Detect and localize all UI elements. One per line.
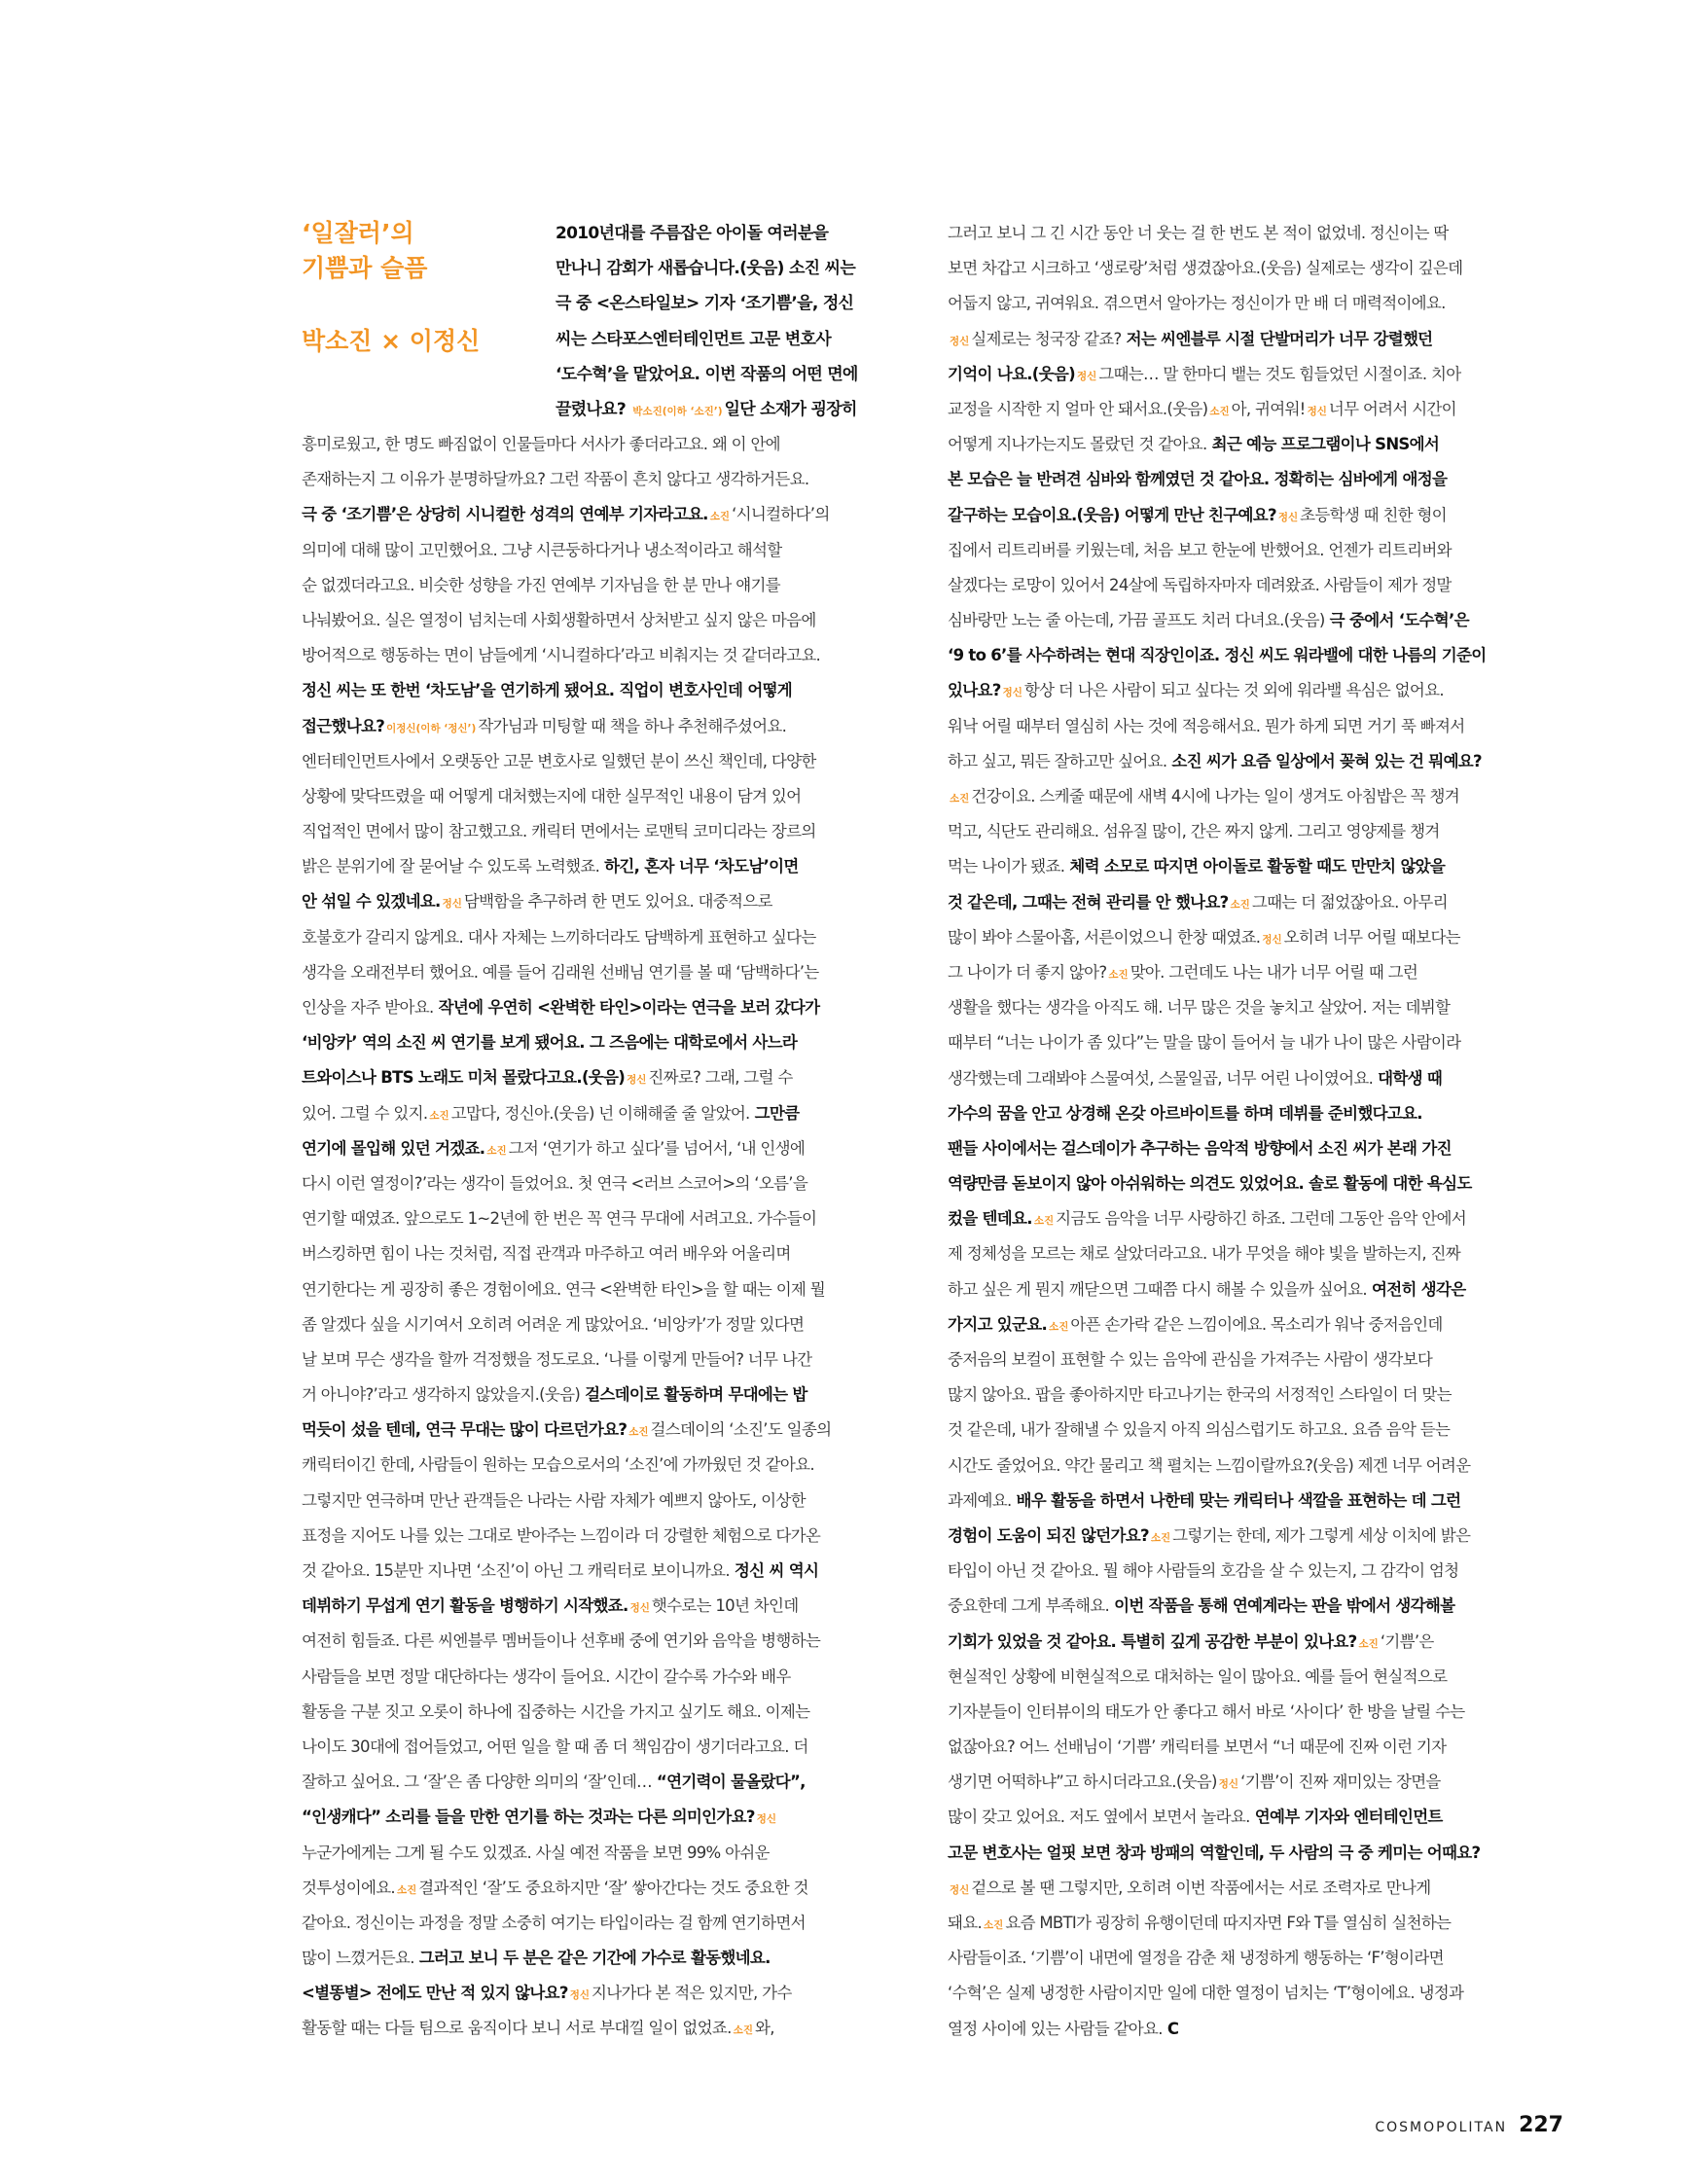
answer-text: 사람들이죠. ‘기쁨’이 내면에 열정을 감춘 채 냉정하게 행동하는 ‘F’형이라면 (948, 1949, 1444, 1968)
text-line (948, 1765, 1563, 1800)
answer-text: 날 보며 무슨 생각을 할까 걱정했을 정도로요. ‘나를 이렇게 만들어? 너무 나간 (302, 1349, 812, 1369)
question-text: 트와이스나 BTS 노래도 미처 몰랐다고요.(웃음) (302, 1068, 626, 1088)
question-text: 경험이 도움이 되진 않던가요? (948, 1525, 1149, 1545)
answer-text: 하고 싶은 게 뭔지 깨닫으면 그때쯤 다시 해볼 수 있을까 싶어요. (948, 1279, 1367, 1299)
text-line (948, 568, 1563, 603)
question-text: 여전히 생각은 (1366, 1279, 1466, 1299)
speaker-tag: 소진 (733, 2024, 753, 2037)
answer-text: 현실적인 상황에 비현실적으로 대처하는 일이 많아요. 예를 들어 현실적으로 (948, 1666, 1448, 1686)
question-text: 작년에 우연히 <완벽한 타인>이라는 연극을 보러 갔다가 (433, 998, 820, 1017)
answer-text: 캐릭터이긴 한데, 사람들이 원하는 모습으로서의 ‘소진’에 가까웠던 것 같아요. (302, 1455, 814, 1475)
text-line (302, 884, 908, 919)
speaker-tag: 소진 (1209, 405, 1230, 417)
text-line (948, 1131, 1563, 1166)
text-line (948, 1272, 1563, 1307)
text-line (948, 1730, 1563, 1765)
answer-text: 그 나이가 더 좋지 않아? (948, 962, 1107, 982)
lead-question-text: 끌렸나요? (556, 399, 627, 419)
question-text: 극 중에서 ‘도수혁’은 (1324, 611, 1469, 630)
answer-text: 상황에 맞닥뜨렸을 때 어떻게 대처했는지에 대한 실무적인 내용이 담겨 있어 (302, 786, 802, 806)
answer-text: 심바랑만 노는 줄 아는데, 가끔 골프도 치러 다녀요.(웃음) (948, 611, 1325, 630)
answer-text: 표정을 지어도 나를 있는 그대로 받아주는 느낌이라 더 강렬한 체험으로 다가온 (302, 1525, 821, 1545)
text-line (302, 533, 908, 568)
text-line (948, 1660, 1563, 1695)
answer-text: 결과적인 ‘잘’도 중요하지만 ‘잘’ 쌓아간다는 것도 중요한 것 (418, 1878, 808, 1897)
answer-text: 그렇지만 연극하며 만난 관객들은 나라는 사람 자체가 예쁘지 않아도, 이상한 (302, 1490, 806, 1510)
speaker-tag: 소진 (628, 1426, 649, 1439)
answer-text: 연기할 때였죠. 앞으로도 1~2년에 한 번은 꼭 연극 무대에 서려고요. 가수들이 (302, 1209, 817, 1229)
text-line (948, 427, 1563, 462)
lead-line: ‘도수혁’을 맡았어요. 이번 작품의 어떤 면에 (556, 364, 858, 384)
text-line (302, 497, 908, 532)
answer-text: 것투성이에요. (302, 1878, 395, 1897)
text-line (948, 1413, 1563, 1448)
text-line (302, 1484, 908, 1519)
question-text: 연예부 기자와 엔터테인먼트 (1249, 1808, 1443, 1827)
text-line (302, 814, 908, 849)
question-text: 접근했나요? (302, 716, 385, 735)
article-header (302, 216, 535, 359)
body-column-right (948, 216, 1563, 2047)
text-line (302, 709, 908, 744)
text-line (948, 744, 1563, 779)
answer-text: 타입이 아닌 것 같아요. 뭘 해야 사람들의 호감을 살 수 있는지, 그 감각이 엄청 (948, 1561, 1459, 1581)
answer-text: 그러고 보니 그 긴 시간 동안 너 웃는 걸 한 번도 본 적이 없었네. 정신이는 딱 (948, 224, 1449, 242)
speaker-tag: 정신 (1307, 405, 1327, 417)
answer-text: 시간도 줄었어요. 약간 물리고 책 펼치는 느낌이랄까요?(웃음) 제겐 너무 어려운 (948, 1455, 1471, 1475)
answer-text: 그저 ‘연기가 하고 싶다’를 넘어서, ‘내 인생에 (508, 1138, 806, 1158)
text-line (302, 1413, 908, 1448)
answer-text: ‘기쁨’은 (1380, 1631, 1434, 1651)
text-line (302, 638, 908, 673)
question-text: ‘9 to 6’를 사수하려는 현대 직장인이죠. 정신 씨도 워라밸에 대한 나름의 기준이 (948, 646, 1487, 665)
text-line (948, 1201, 1563, 1236)
speaker-tag: 정신 (569, 1989, 590, 2002)
text-line (948, 322, 1563, 357)
question-text: <별똥별> 전에도 만난 적 있지 않나요? (302, 1984, 568, 2003)
answer-text: 지금도 음악을 너무 사랑하긴 하죠. 그런데 그동안 음악 안에서 (1056, 1209, 1466, 1229)
text-line (948, 779, 1563, 814)
answer-text: 그때는… 말 한마디 뱉는 것도 힘들었던 시절이죠. 치아 (1098, 364, 1461, 383)
text-line (948, 1906, 1563, 1941)
text-line (302, 1272, 908, 1307)
text-line (302, 1765, 908, 1800)
speaker-tag: 박소진(이하 ‘소진’) (632, 405, 723, 417)
answer-text: 중저음의 보컬이 표현할 수 있는 음악에 관심을 가져주는 사람이 생각보다 (948, 1350, 1433, 1369)
text-line (302, 1871, 908, 1906)
article-byline: 박소진 × 이정신 (302, 327, 481, 355)
question-text: “인생캐다” 소리를 들을 만한 연기를 하는 것과는 다른 의미인가요? (302, 1808, 755, 1827)
answer-text: 중요한데 그게 부족해요. (948, 1596, 1110, 1616)
text-line (948, 1166, 1563, 1201)
question-text: 그러고 보니 두 분은 같은 기간에 가수로 활동했네요. (413, 1949, 771, 1968)
answer-text: 의미에 대해 많이 고민했어요. 그냥 시큰둥하다거나 냉소적이라고 해석할 (302, 540, 782, 559)
question-text: 그만큼 (749, 1103, 800, 1123)
answer-text: 많지 않아요. 팝을 좋아하지만 타고나기는 한국의 서정적인 스타일이 더 맞는 (948, 1385, 1452, 1405)
text-line (302, 1800, 908, 1835)
answer-text: 워낙 어릴 때부터 열심히 사는 것에 적응해서요. 뭔가 하게 되면 거기 푹 빠져서 (948, 716, 1465, 735)
text-line (948, 1554, 1563, 1589)
text-line (948, 1519, 1563, 1554)
answer-text: 생기면 어떡하냐”고 하시더라고요.(웃음) (948, 1772, 1217, 1792)
text-line (948, 533, 1563, 568)
answer-text: 오히려 너무 어릴 때보다는 (1283, 927, 1460, 947)
speaker-tag: 소진 (1358, 1637, 1379, 1650)
text-line (302, 1976, 908, 2011)
answer-text: 연기한다는 게 굉장히 좋은 경험이에요. 연극 <완벽한 타인>을 할 때는 이제 뭘 (302, 1279, 825, 1299)
answer-text: 많이 봐야 스물아홉, 서른이었으니 한창 때였죠. (948, 927, 1261, 947)
question-text: 배우 활동을 하면서 나한테 맞는 캐릭터나 색깔을 표현하는 데 그런 (1011, 1490, 1461, 1510)
answer-text: 아픈 손가락 같은 느낌이에요. 목소리가 워낙 중저음인데 (1070, 1314, 1443, 1334)
page-footer (1375, 2113, 1563, 2148)
speaker-tag: 소진 (709, 511, 731, 523)
question-text: 이번 작품을 통해 연예계라는 판을 밖에서 생각해볼 (1109, 1596, 1455, 1616)
text-line (302, 1660, 908, 1695)
text-line (302, 920, 908, 955)
text-line (302, 1836, 908, 1871)
text-line (302, 990, 908, 1025)
answer-text: 잘하고 싶어요. 그 ‘잘’은 좀 다양한 의미의 ‘잘’인데… (302, 1772, 652, 1792)
text-line (302, 744, 908, 779)
speaker-tag: 정신 (1262, 933, 1282, 946)
body-column-left (302, 427, 908, 2047)
text-line (302, 1378, 908, 1413)
question-text: 소진 씨가 요즘 일상에서 꽂혀 있는 건 뭐예요? (1166, 751, 1482, 770)
answer-text: 집에서 리트리버를 키웠는데, 처음 보고 한눈에 반했어요. 언젠가 리트리버와 (948, 540, 1452, 559)
text-line (948, 920, 1563, 955)
text-line (948, 1343, 1563, 1378)
text-line (948, 955, 1563, 990)
answer-text: 열정 사이에 있는 사람들 같아요. (948, 2019, 1163, 2038)
text-line (302, 1131, 908, 1166)
text-line (948, 1695, 1563, 1730)
lead-question-column (556, 216, 908, 427)
text-line (302, 1166, 908, 1201)
answer-text: 먹는 나이가 됐죠. (948, 857, 1065, 877)
text-line (948, 251, 1563, 286)
answer-text: 존재하는지 그 이유가 분명하달까요? 그런 작품이 흔치 않다고 생각하거든요. (302, 470, 809, 489)
speaker-tag: 정신 (756, 1813, 777, 1826)
question-text: 데뷔하기 무섭게 연기 활동을 병행하기 시작했죠. (302, 1596, 628, 1616)
answer-text: 와, (754, 2019, 774, 2038)
speaker-tag: 소진 (950, 793, 970, 805)
question-text: 갈구하는 모습이요.(웃음) 어떻게 만난 친구예요? (948, 505, 1276, 524)
lead-line: 만나니 감회가 새롭습니다.(웃음) 소진 씨는 (556, 259, 856, 279)
text-line (302, 1730, 908, 1765)
text-line (948, 1061, 1563, 1096)
text-line (302, 1307, 908, 1343)
question-text: 있나요? (948, 681, 1001, 700)
answer-text: ‘수혁’은 실제 냉정한 사람이지만 일에 대한 열정이 넘치는 ‘T’형이에요. 냉정과 (948, 1984, 1464, 2003)
text-line (948, 357, 1563, 392)
question-text: 걸스데이로 활동하며 무대에는 밥 (580, 1385, 807, 1405)
question-text: 연기에 몰입해 있던 거겠죠. (302, 1138, 485, 1158)
speaker-tag: 정신 (1218, 1778, 1239, 1791)
speaker-tag: 소진 (1230, 898, 1250, 911)
answer-text: 거 아니야?’라고 생각하지 않았을지.(웃음) (302, 1385, 581, 1405)
speaker-tag: 정신 (627, 1074, 647, 1087)
text-line (948, 1025, 1563, 1060)
text-line (948, 1941, 1563, 1976)
question-text: 고문 변호사는 얼핏 보면 창과 방패의 역할인데, 두 사람의 극 중 케미는 어때요? (948, 1843, 1481, 1862)
text-line (302, 1941, 908, 1976)
answer-text: 활동을 구분 짓고 오롯이 하나에 집중하는 시간을 가지고 싶기도 해요. 이제는 (302, 1701, 810, 1721)
speaker-tag: 소진 (1150, 1531, 1171, 1544)
answer-text: 직업적인 면에서 많이 참고했고요. 캐릭터 면에서는 로맨틱 코미디라는 장르의 (302, 822, 816, 841)
lead-line: 씨는 스타포스엔터테인먼트 고문 변호사 (556, 329, 831, 349)
question-text: 본 모습은 늘 반려견 심바와 함께였던 것 같아요. 정확히는 심바에게 애정을 (948, 470, 1448, 489)
answer-text: 기자분들이 인터뷰이의 태도가 안 좋다고 해서 바로 ‘사이다’ 한 방을 날릴 수는 (948, 1701, 1465, 1721)
text-line (948, 1976, 1563, 2011)
answer-text: 햇수로는 10년 차인데 (651, 1596, 799, 1616)
text-line (302, 1096, 908, 1131)
speaker-tag: 정신 (950, 1883, 970, 1896)
answer-text: 때부터 “너는 나이가 좀 있다”는 말을 많이 들어서 늘 내가 나이 많은 사람이라 (948, 1033, 1461, 1053)
question-text: 역량만큼 돋보이지 않아 아쉬워하는 의견도 있었어요. 솔로 활동에 대한 욕심도 (948, 1174, 1472, 1194)
text-line (302, 1343, 908, 1378)
lead-line (556, 392, 908, 427)
answer-text: 요즘 MBTI가 굉장히 유행이던데 따지자면 F와 T를 열심히 실천하는 (1005, 1914, 1452, 1932)
text-line (948, 849, 1563, 884)
text-line (948, 286, 1563, 321)
answer-text: 하고 싶고, 뭐든 잘하고만 싶어요. (948, 751, 1167, 770)
answer-text: 버스킹하면 힘이 나는 것처럼, 직접 관객과 마주하고 여러 배우와 어울리며 (302, 1244, 791, 1264)
question-text: 저는 씨엔블루 시절 단발머리가 너무 강렬했던 (1121, 329, 1433, 348)
speaker-tag: 소진 (396, 1883, 417, 1896)
answer-text: 아, 귀여워! (1231, 399, 1306, 418)
text-line (948, 392, 1563, 427)
question-text: 것 같은데, 그때는 전혀 관리를 안 했나요? (948, 892, 1229, 912)
text-line (302, 1695, 908, 1730)
text-line (948, 498, 1563, 533)
answer-text: 것 같은데, 내가 잘해낼 수 있을지 아직 의심스럽기도 하고요. 요즘 음악 듣는 (948, 1420, 1451, 1440)
text-line (948, 462, 1563, 497)
answer-text: 겉으로 볼 땐 그렇지만, 오히려 이번 작품에서는 서로 조력자로 만나게 (971, 1878, 1431, 1897)
answer-text: 살겠다는 로망이 있어서 24살에 독립하자마자 데려왔죠. 사람들이 제가 정말 (948, 575, 1452, 594)
answer-text: 사람들을 보면 정말 대단하다는 생각이 들어요. 시간이 갈수록 가수와 배우 (302, 1666, 791, 1686)
answer-text: 담백함을 추구하려 한 면도 있어요. 대중적으로 (463, 892, 772, 912)
speaker-tag: 소진 (1049, 1320, 1069, 1333)
text-line (948, 216, 1563, 251)
answer-text: ‘기쁨’이 진짜 재미있는 장면을 (1240, 1772, 1441, 1792)
text-line (302, 568, 908, 603)
answer-text: 누군가에게는 그게 될 수도 있겠죠. 사실 예전 작품을 보면 99% 아쉬운 (302, 1843, 770, 1862)
text-line (302, 955, 908, 990)
answer-text: 어둡지 않고, 귀여워요. 겪으면서 알아가는 정신이가 만 배 더 매력적이에요. (948, 294, 1446, 313)
page-number: 227 (1519, 2113, 1563, 2137)
question-text: 정신 씨 역시 (729, 1561, 819, 1580)
question-text: 하긴, 혼자 너무 ‘차도남’이면 (599, 857, 799, 877)
answer-text: 생활을 했다는 생각을 아직도 해. 너무 많은 것을 놓치고 살았어. 저는 데뷔할 (948, 998, 1451, 1018)
question-text: 체력 소모로 따지면 아이돌로 활동할 때도 만만치 않았을 (1064, 857, 1446, 877)
question-text: 안 섞일 수 있겠네요. (302, 892, 441, 912)
answer-text: 건강이요. 스케줄 때문에 새벽 4시에 나가는 일이 생겨도 아침밥은 꼭 챙겨 (971, 787, 1460, 806)
answer-text: 같아요. 정신이는 과정을 정말 소중히 여기는 타입이라는 걸 함께 연기하면서 (302, 1913, 806, 1932)
question-text: 가지고 있군요. (948, 1314, 1048, 1334)
text-line (302, 1554, 908, 1589)
answer-text: 여전히 힘들죠. 다른 씨엔블루 멤버들이나 선후배 중에 연기와 음악을 병행하는 (302, 1631, 821, 1651)
answer-text: 엔터테인먼트사에서 오랫동안 고문 변호사로 일했던 분이 쓰신 책인데, 다양한 (302, 751, 816, 770)
answer-text: 고맙다, 정신아.(웃음) 넌 이해해줄 줄 알았어. (450, 1103, 750, 1123)
text-line (948, 814, 1563, 849)
question-text: 먹듯이 섰을 텐데, 연극 무대는 많이 다르던가요? (302, 1420, 628, 1440)
text-line (302, 1236, 908, 1271)
question-text: 가수의 꿈을 안고 상경해 온갖 아르바이트를 하며 데뷔를 준비했다고요. (948, 1103, 1422, 1123)
speaker-tag: 소진 (1033, 1215, 1055, 1228)
answer-text: 돼요. (948, 1914, 983, 1932)
text-line (948, 990, 1563, 1025)
answer-text: 인상을 자주 받아요. (302, 998, 434, 1017)
answer-text: 너무 어려서 시간이 (1328, 399, 1456, 418)
speaker-tag: 이정신(이하 ‘정신’) (386, 722, 477, 734)
text-line (948, 1800, 1563, 1835)
answer-text: 있어. 그럴 수 있지. (302, 1103, 428, 1123)
text-line (302, 1519, 908, 1554)
answer-text: 좀 알겠다 싶을 시기여서 오히려 어려운 게 많았어요. ‘비앙카’가 정말 있다면 (302, 1314, 805, 1334)
text-line (302, 1589, 908, 1624)
question-text: 기회가 있었을 것 같아요. 특별히 깊게 공감한 부분이 있나요? (948, 1631, 1357, 1651)
text-line (948, 1589, 1563, 1624)
text-line (302, 673, 908, 708)
answer-text: 것 같아요. 15분만 지나면 ‘소진’이 아닌 그 캐릭터로 보이니까요. (302, 1561, 730, 1580)
text-line (948, 1625, 1563, 1660)
answer-text: ‘시니컬하다’의 (732, 505, 830, 524)
text-line (302, 1624, 908, 1659)
answer-text: 지나가다 본 적은 있지만, 가수 (592, 1984, 792, 2003)
answer-text: 일단 소재가 굉장히 (724, 399, 857, 419)
text-line (948, 1236, 1563, 1271)
answer-text: 활동할 때는 다들 팀으로 움직이다 보니 서로 부대낄 일이 없었죠. (302, 2019, 732, 2038)
answer-text: 항상 더 나은 사람이 되고 싶다는 것 외에 워라밸 욕심은 없어요. (1023, 681, 1444, 700)
text-line (948, 709, 1563, 744)
answer-text: 그때는 더 젊었잖아요. 아무리 (1251, 892, 1448, 912)
lead-line: 극 중 <온스타일보> 기자 ‘조기쁨’을, 정신 (556, 294, 854, 314)
answer-text: 방어적으로 행동하는 면이 남들에게 ‘시니컬하다’라고 비춰지는 것 같더라고요. (302, 646, 821, 665)
text-line (302, 462, 908, 497)
text-line (948, 603, 1563, 638)
text-line (948, 638, 1563, 673)
answer-text: 그렇기는 한데, 제가 그렇게 세상 이치에 밝은 (1172, 1525, 1471, 1545)
speaker-tag: 정신 (442, 898, 462, 911)
speaker-tag: 소진 (429, 1109, 449, 1122)
answer-text: 작가님과 미팅할 때 책을 하나 추천해주셨어요. (478, 716, 787, 735)
speaker-tag: 정신 (950, 335, 970, 347)
question-text: ‘비앙카’ 역의 소진 씨 연기를 보게 됐어요. 그 즈음에는 대학로에서 사느라 (302, 1033, 798, 1053)
answer-text: 걸스데이의 ‘소진’도 일종의 (650, 1420, 832, 1440)
text-line (302, 849, 908, 884)
answer-text: 흥미로웠고, 한 명도 빠짐없이 인물들마다 서사가 좋더라고요. 왜 이 안에 (302, 435, 780, 453)
answer-text: 어떻게 지나가는지도 몰랐던 것 같아요. (948, 435, 1207, 454)
text-line (302, 603, 908, 638)
answer-text: 맞아. 그런데도 나는 내가 너무 어릴 때 그런 (1130, 962, 1418, 982)
title-line-2: 기쁨과 슬픔 (302, 254, 428, 282)
text-line (948, 1484, 1563, 1519)
answer-text: 생각했는데 그래봐야 스물여섯, 스물일곱, 너무 어린 나이였어요. (948, 1068, 1374, 1088)
answer-text: 교정을 시작한 지 얼마 안 돼서요.(웃음) (948, 399, 1208, 418)
speaker-tag: 소진 (1108, 968, 1129, 981)
text-line (948, 1307, 1563, 1343)
answer-text: 제 정체성을 모르는 채로 살았더라고요. 내가 무엇을 해야 빛을 발하는지, 진짜 (948, 1244, 1460, 1264)
question-text: 극 중 ‘조기쁨’은 상당히 시니컬한 성격의 연예부 기자라고요. (302, 505, 708, 524)
text-line (302, 779, 908, 814)
text-line (302, 1201, 908, 1236)
text-line (948, 1871, 1563, 1906)
question-text: 기억이 나요.(웃음) (948, 364, 1075, 383)
question-text: 대학생 때 (1373, 1068, 1443, 1088)
speaker-tag: 정신 (1277, 511, 1299, 523)
text-line (948, 1096, 1563, 1131)
speaker-tag: 정신 (1002, 687, 1022, 699)
text-line (948, 1378, 1563, 1413)
answer-text: 보면 차갑고 시크하고 ‘생로랑’처럼 생겼잖아요.(웃음) 실제로는 생각이 깊은데 (948, 259, 1463, 278)
text-line (302, 2011, 908, 2046)
question-text: 최근 예능 프로그램이나 SNS에서 (1206, 435, 1440, 454)
text-line (948, 673, 1563, 708)
text-line (302, 1060, 908, 1095)
text-line (948, 2012, 1563, 2047)
answer-text: 생각을 오래전부터 했어요. 예를 들어 김래원 선배님 연기를 볼 때 ‘담백하다’는 (302, 962, 819, 982)
magazine-brand: COSMOPOLITAN (1375, 2120, 1508, 2135)
speaker-tag: 소진 (984, 1919, 1004, 1931)
answer-text: 먹고, 식단도 관리해요. 섬유질 많이, 간은 짜지 않게. 그리고 영양제를 챙겨 (948, 822, 1440, 841)
text-line (948, 1449, 1563, 1484)
answer-text: 나이도 30대에 접어들었고, 어떤 일을 할 때 좀 더 책임감이 생기더라고요. 더 (302, 1736, 808, 1756)
title-line-1: ‘일잘러’의 (302, 219, 414, 247)
text-line (948, 1836, 1563, 1871)
answer-text: 많이 갖고 있어요. 저도 옆에서 보면서 놀라요. (948, 1808, 1250, 1827)
answer-text: 많이 느꼈거든요. (302, 1949, 414, 1968)
speaker-tag: 정신 (629, 1602, 650, 1615)
answer-text: 과제예요. (948, 1490, 1012, 1510)
article-title (302, 216, 535, 286)
answer-text: 초등학생 때 친한 형이 (1300, 505, 1447, 524)
answer-text: 실제로는 청국장 같죠? (971, 329, 1122, 348)
answer-text: 나눠봤어요. 실은 열정이 넘치는데 사회생활하면서 상처받고 싶지 않은 마음에 (302, 610, 816, 629)
speaker-tag: 소진 (486, 1144, 507, 1157)
answer-text: 순 없겠더라고요. 비슷한 성향을 가진 연예부 기자님을 한 분 만나 얘기를 (302, 575, 780, 594)
question-text: 정신 씨는 또 한번 ‘차도남’을 연기하게 됐어요. 직업이 변호사인데 어떻게 (302, 681, 793, 700)
answer-text: 진짜로? 그래, 그럴 수 (648, 1068, 793, 1088)
question-text: “연기력이 물올랐다”, (651, 1772, 806, 1792)
question-text: 컸을 텐데요. (948, 1209, 1032, 1229)
speaker-tag: 정신 (1076, 370, 1097, 382)
answer-text: 호불호가 갈리지 않게요. 대사 자체는 느끼하더라도 담백하게 표현하고 싶다는 (302, 927, 816, 947)
end-mark: C (1162, 2019, 1179, 2038)
text-line (948, 885, 1563, 920)
question-text: 팬들 사이에서는 걸스데이가 추구하는 음악적 방향에서 소진 씨가 본래 가진 (948, 1138, 1452, 1158)
text-line (302, 427, 908, 462)
lead-line: 2010년대를 주름잡은 아이돌 여러분을 (556, 224, 829, 243)
text-line (302, 1906, 908, 1941)
text-line (302, 1448, 908, 1483)
answer-text: 밝은 분위기에 잘 묻어날 수 있도록 노력했죠. (302, 857, 600, 877)
answer-text: 없잖아요? 어느 선배님이 ‘기쁨’ 캐릭터를 보면서 “너 때문에 진짜 이런 기자 (948, 1737, 1447, 1757)
answer-text: 다시 이런 열정이?’라는 생각이 들었어요. 첫 연극 <러브 스코어>의 ‘오름’을 (302, 1173, 808, 1193)
text-line (302, 1025, 908, 1060)
